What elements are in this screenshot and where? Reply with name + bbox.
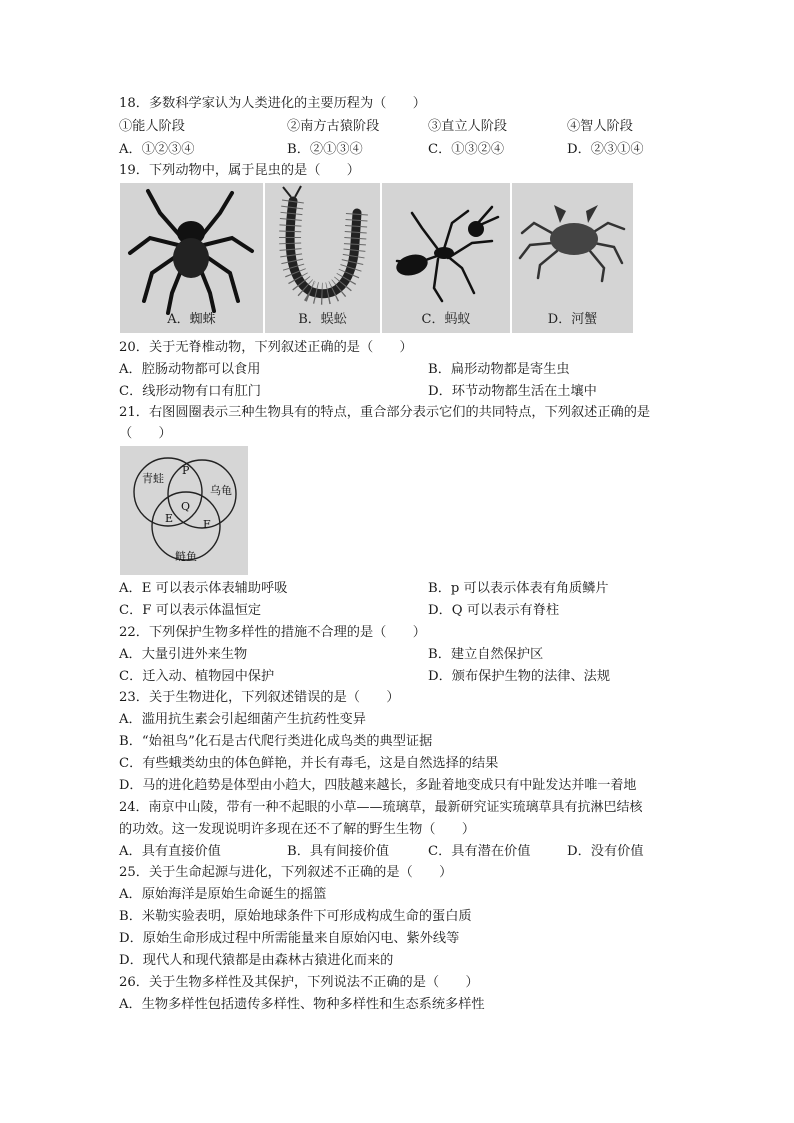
q20-option-b: B．扁形动物都是寄生虫 [428,362,570,377]
venn-label-frog: 青蛙 [142,472,164,485]
q21-option-a: A．E 可以表示体表辅助呼吸 [119,581,288,596]
venn-region-e: E [165,512,174,525]
q22-option-c: C．迁入动、植物园中保护 [119,669,275,684]
q25-option-c: D．原始生命形成过程中所需能量来自原始闪电、紫外线等 [119,931,460,946]
q20-stem: 20．关于无脊椎动物，下列叙述正确的是（ ） [119,340,413,355]
q26-stem: 26．关于生物多样性及其保护，下列说法不正确的是（ ） [119,975,479,990]
q20-option-c: C．线形动物有口有肛门 [119,384,261,399]
q21-option-b: B．p 可以表示体表有角质鳞片 [428,581,609,596]
q21-option-d: D．Q 可以表示有脊柱 [428,603,560,618]
q22-stem: 22．下列保护生物多样性的措施不合理的是（ ） [119,625,426,640]
q19-image-crab [512,183,633,333]
q23-stem: 23．关于生物进化，下列叙述错误的是（ ） [119,690,400,705]
q18-stage-4: ④智人阶段 [567,119,633,134]
q22-option-a: A．大量引进外来生物 [119,647,248,662]
q19-caption-a: A．蜘蛛 [167,312,216,327]
q18-stem: 18．多数科学家认为人类进化的主要历程为（ ） [119,96,426,111]
q19-stem: 19．下列动物中，属于昆虫的是（ ） [119,163,360,178]
q24-stem-line2: 的功效。这一发现说明许多现在还不了解的野生生物（ ） [119,822,476,837]
q18-option-b: B．②①③④ [287,142,363,157]
q25-option-a: A．原始海洋是原始生命诞生的摇篮 [119,887,327,902]
venn-region-q: Q [181,500,191,513]
q22-option-d: D．颁布保护生物的法律、法规 [428,669,611,684]
q23-option-b: B．“始祖鸟”化石是古代爬行类进化成鸟类的典型证据 [119,734,433,749]
q25-stem: 25．关于生命起源与进化，下列叙述不正确的是（ ） [119,865,453,880]
q18-option-c: C．①③②④ [428,142,505,157]
q20-option-d: D．环节动物都生活在土壤中 [428,384,597,399]
q24-stem-line1: 24．南京中山陵，带有一种不起眼的小草——琉璃草，最新研究证实琉璃草具有抗淋巴结核 [119,800,643,815]
venn-region-p: P [182,464,190,477]
q19-image-spider [120,183,263,333]
q24-option-a: A．具有直接价值 [119,844,221,859]
q24-option-d: D．没有价值 [567,844,644,859]
venn-region-f: F [203,518,211,531]
q21-stem-line2: （ ） [119,426,172,441]
q18-stage-1: ①能人阶段 [119,119,185,134]
venn-label-turtle: 乌龟 [210,484,232,497]
q21-stem-line1: 21．右图圆圈表示三种生物具有的特点，重合部分表示它们的共同特点，下列叙述正确的是 [119,405,651,420]
q23-option-d: D．马的进化趋势是体型由小趋大，四肢越来越长，多趾着地变成只有中趾发达并唯一着地 [119,778,637,793]
q18-option-d: D．②③①④ [567,142,644,157]
venn-label-fish: 鲢鱼 [175,550,197,563]
q22-option-b: B．建立自然保护区 [428,647,544,662]
q25-option-d: D．现代人和现代猿都是由森林古猿进化而来的 [119,953,394,968]
q26-option-a: A．生物多样性包括遗传多样性、物种多样性和生态系统多样性 [119,997,485,1012]
q24-option-c: C．具有潜在价值 [428,844,531,859]
q23-option-c: C．有些蛾类幼虫的体色鲜艳，并长有毒毛，这是自然选择的结果 [119,756,499,771]
q23-option-a: A．滥用抗生素会引起细菌产生抗药性变异 [119,712,366,727]
q19-caption-d: D．河蟹 [547,312,598,327]
q25-option-b: B．米勒实验表明，原始地球条件下可形成构成生命的蛋白质 [119,909,472,924]
venn-diagram [120,446,248,575]
q18-stage-3: ③直立人阶段 [428,119,508,134]
q18-option-a: A．①②③④ [119,142,195,157]
q19-caption-b: B．蜈蚣 [298,312,347,327]
q19-image-centipede [265,183,380,333]
q21-option-c: C．F 可以表示体温恒定 [119,603,262,618]
q20-option-a: A．腔肠动物都可以食用 [119,362,261,377]
q24-option-b: B．具有间接价值 [287,844,390,859]
q19-caption-c: C．蚂蚁 [421,312,471,327]
q19-image-ant [382,183,510,333]
q18-stage-2: ②南方古猿阶段 [287,119,380,134]
